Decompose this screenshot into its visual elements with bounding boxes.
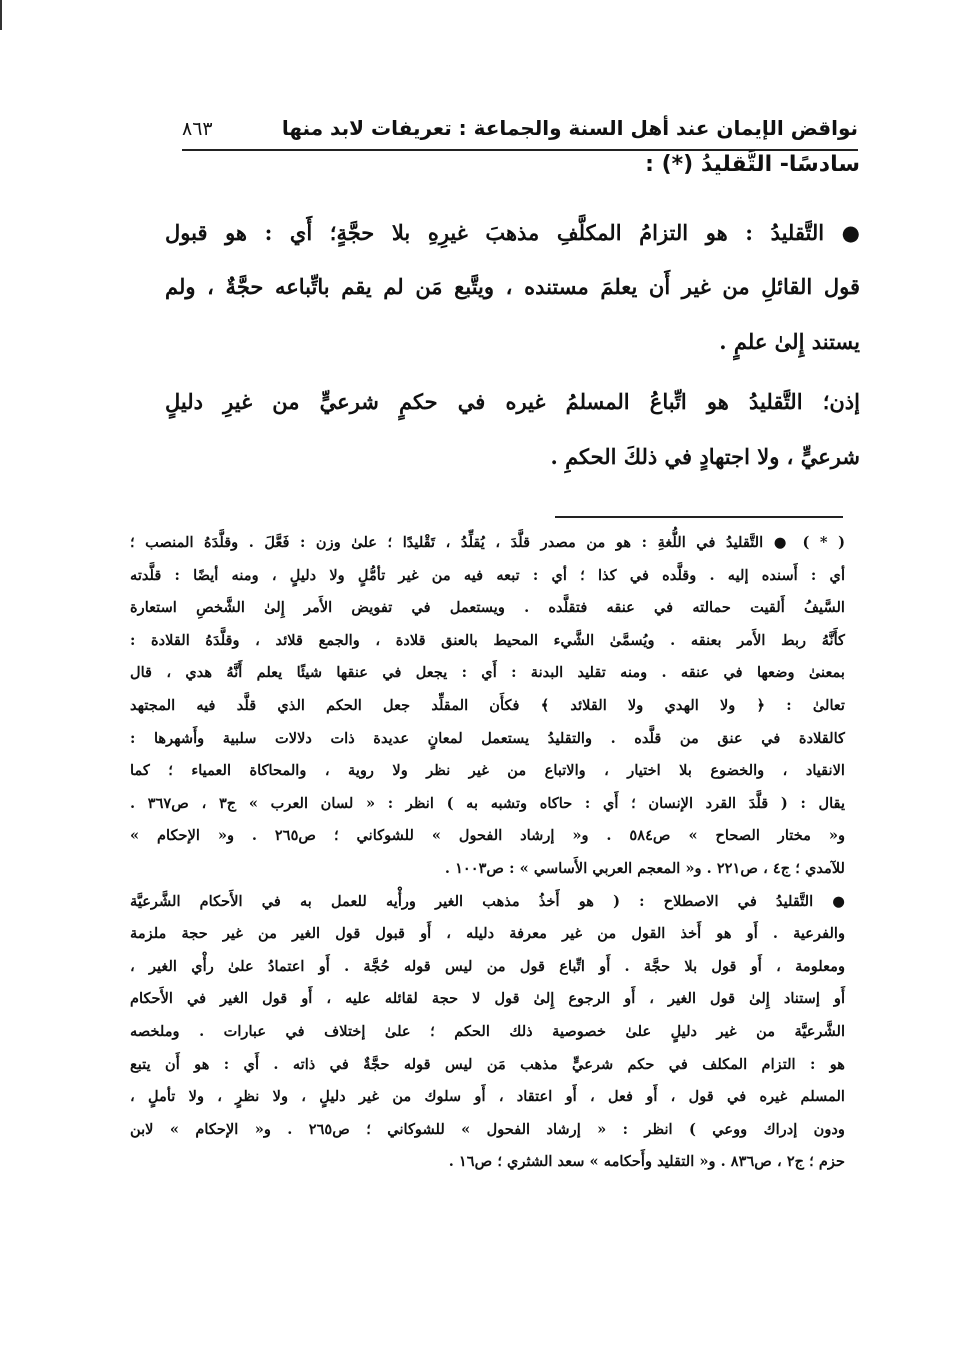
footnote-line: هو : التزام المكلف في حكم شرعيٍّ مذهب مَن ليس قوله حجَّةٌ في ذاته . أَي : هو أَن يتبع <box>130 1055 845 1073</box>
section-heading: سادسًا- التَّقليدُ (*) : <box>645 152 860 177</box>
footnote-line: تعالىٰ : ﴿ ولا الهدي ولا القلائد ﴾ فكأَن المقلِّد جعل الحكم الذي قلَّد فيه المجتهد <box>130 697 845 714</box>
scan-edge-mark <box>0 0 2 30</box>
running-title: نواقض الإيمان عند أهل السنة والجماعة : تعريفات لابد منها <box>281 116 858 140</box>
body-line: قول القائلِ من غير أَن يعلمَ مستنده ، ويتَّبع مَن لم يقم باتِّباعه حجَّةٌ ، ولم <box>165 274 860 299</box>
footnote-line: المسلم غيره في قول ، أَو فعل ، أَو اعتقاد ، أَو سلوك من غير دليلٍ ، ولا نظرٍ ، ولا تأملٍ ، <box>130 1088 845 1106</box>
footnote-line: و« مختار الصحاح » ص٥٨٤ . و« إرشاد الفحول » للشوكاني ؛ ص٢٦٥ . و« الإحكام » <box>130 827 845 845</box>
footnote-line: السَّيفُ أَلقيت حمالته في عنقه فتقلَّده . ويستعمل في تفويض الأَمر إِلىٰ الشَّخصِ استعارة <box>130 599 845 617</box>
footnote-line: ومعلومة ، أَو قول بلا حجَّة . أَو اتِّباع قول من ليس قوله حُجَّة . أَو اعتمادُ علىٰ رأْي الغير ، <box>130 957 845 975</box>
body-line: ● التَّقليدُ : هو التزامُ المكلَّفِ مذهبَ غيرِهِ بلا حجَّةٍ؛ أَي : هو قبول <box>165 220 860 245</box>
footnote-line: يقال : ( قلَّدَ القرد الإنسان ؛ أَي : حاكاه وتشبه به ) انظر : « لسان العرب » ج٣ ، ص٣٦٧ . <box>130 794 846 812</box>
footnote-line: والفرعية . أَو هو أَخذ القول من غير معرفة دليله ، أَو قبول قول الغير من غير حجة ملزمة <box>130 925 845 943</box>
footnote-line: الشَّرعيَّة من غير دليلٍ علىٰ خصوصية ذلك الحكم ؛ علىٰ إختلاف في عبارات . وملخصه <box>130 1023 845 1040</box>
footnote-separator <box>555 516 843 518</box>
page-number: ٨٦٣ <box>182 118 213 140</box>
footnote-line: ودون إدراك ووعي ) انظر : « إرشاد الفحول » للشوكاني ؛ ص٢٦٥ . و« الإحكام » لابن <box>130 1120 845 1138</box>
footnote-line: حزم ؛ ج٢ ، ص٨٣٦ . و« التقليد وأَحكامه » سعد الشثري ؛ ص١٦ . <box>448 1153 845 1171</box>
body-line: يستند إِلىٰ علمٍ . <box>719 329 860 354</box>
header-rule <box>182 149 858 151</box>
footnote-line: كالقلادة في عنق من قلَّده . والتقليدُ يستعمل لمعانٍ عديدة ذات دلالات سلبية وأَشهرها : <box>130 729 845 747</box>
body-line: شرعيٍّ ، ولا اجتهادٍ في ذلكَ الحكمِ . <box>550 444 860 469</box>
footnote-line: أي : أَسنده إليه . وقلَّده في كذا ؛ أي : تبعه فيه من غير تأمُّلٍ ولا دليلٍ ، ومنه أيضًا : قلَّدته <box>130 566 845 584</box>
footnote-line: للآمدي ؛ ج٤ ، ص٢٢١ . و« المعجم العربي الأَساسي » : ص١٠٠٣ . <box>444 860 845 877</box>
footnote-line: بمعنىٰ وضعها في عنقه . ومنه تقليد البدنة : أَي : يجعل في عنقها شيئًا يعلم أَنَّهُ هدي ، قال <box>130 664 845 682</box>
footnote-line: أَو إستناد إِلىٰ قول الغير ، أَو الرجوع إِلىٰ قول لا حجة لقائله عليه ، أَو قول الغير في الأَحكام <box>130 990 845 1008</box>
running-header <box>182 112 858 146</box>
footnote-line: كأَنَّهُ ربط الأَمر بعنقه . ويُسمَّىٰ الشَّيء المحيط بالعنق قلادة ، والجمع قلائد ، وقلَّدَهُ القلادة : <box>130 631 845 649</box>
footnote-line: الانقياد ، والخضوع بلا اختيار ، والاتباع من غير نظر ولا روية ، والمحاكاة العمياء ؛ كما <box>130 762 845 780</box>
footnote-line: ● التَّقليدُ في الاصطلاح : ( هو أَخذُ مذهب الغير ورأْيه للعمل به في الأَحكام الشَّرعيَّة <box>130 892 845 910</box>
footnote-line: ( * ) ● التَّقليدُ في اللُّغةِ : هو من مصدر قلَّدَ ، يُقلِّدُ ، تَقْليدًا ؛ علىٰ وزن : فَعَّلَ . وقلَّدَهُ المنصب ؛ <box>130 534 845 551</box>
body-line: إذن؛ التَّقليدُ هو اتِّباعُ المسلمُ غيره في حكمٍ شرعيٍّ من غيرِ دليلٍ <box>165 389 860 414</box>
